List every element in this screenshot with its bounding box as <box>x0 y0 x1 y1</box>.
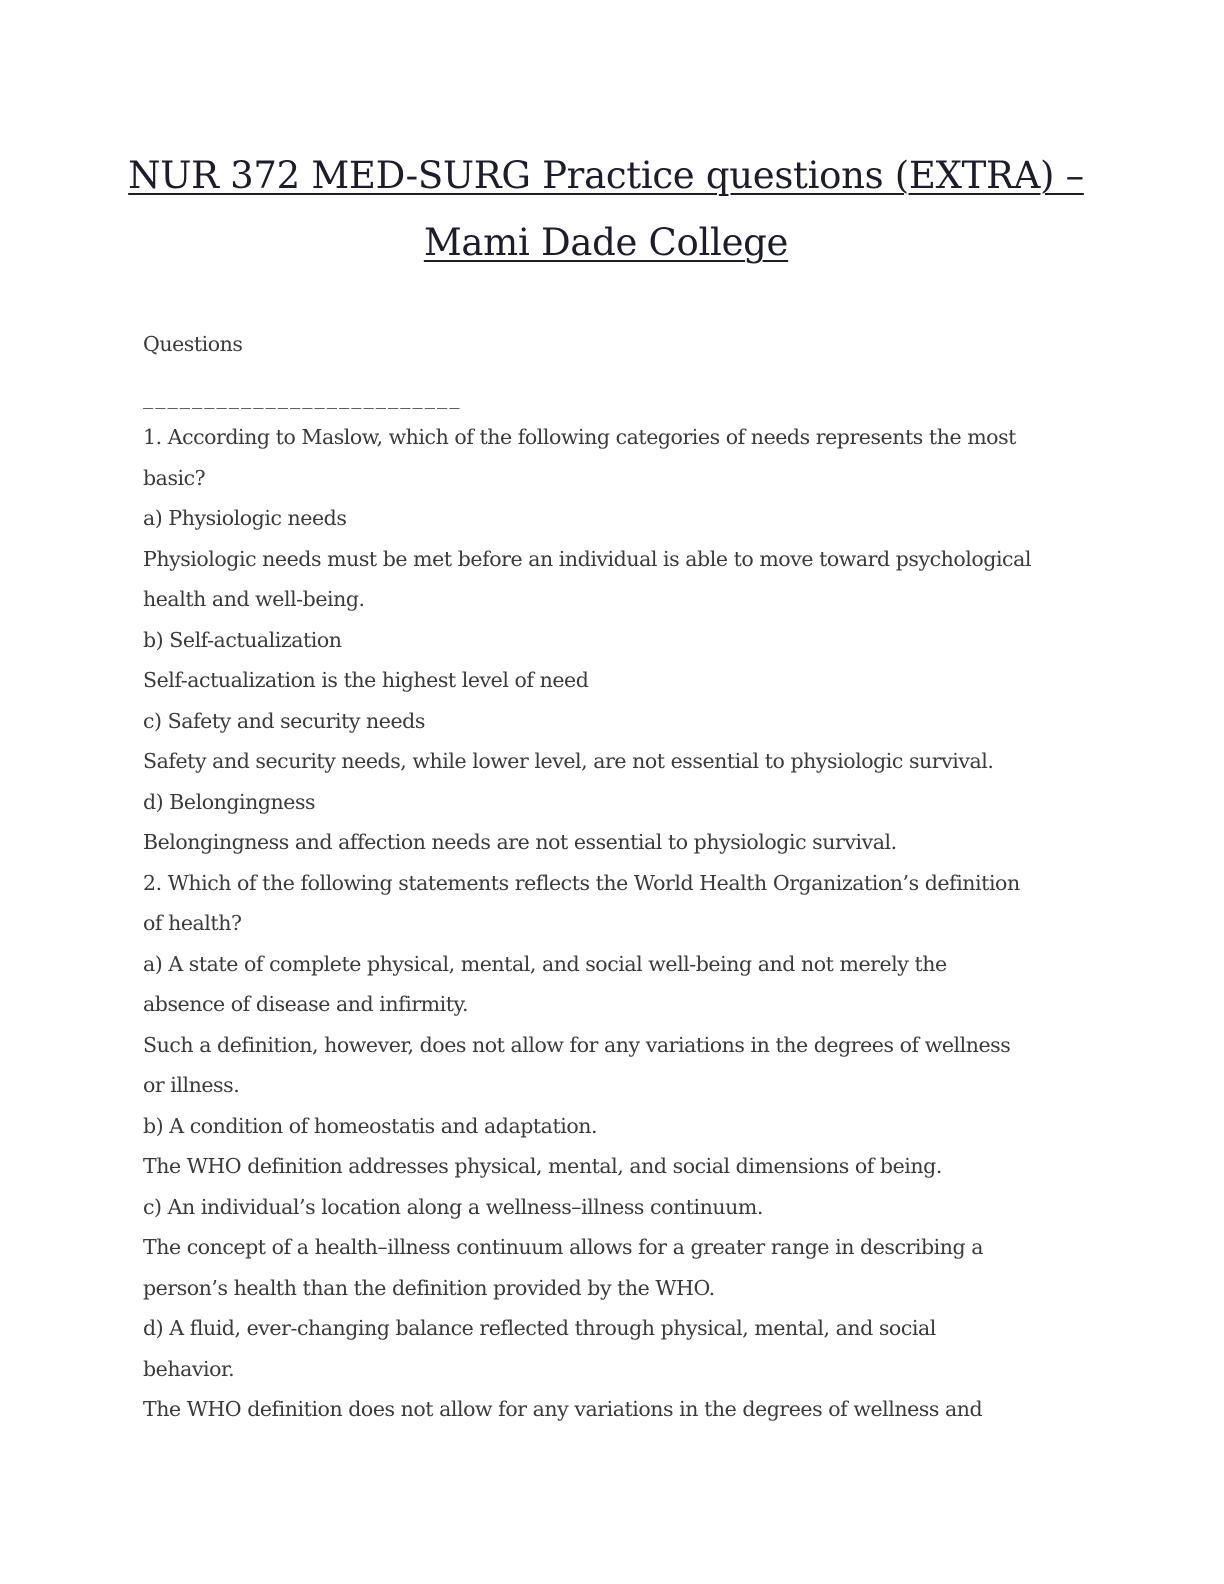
question-2-rationale-c-line-1: The concept of a health–illness continuum allows for a greater range in describing a <box>143 1235 984 1259</box>
question-2-stem-line-1: 2. Which of the following statements reflects the World Health Organization’s definition <box>143 870 1020 895</box>
divider-line: __________________________ <box>143 384 462 409</box>
title-line-2: Mami Dade College <box>423 221 789 264</box>
question-1-option-a: a) Physiologic needs <box>143 506 347 530</box>
question-2-rationale-a-line-2: or illness. <box>143 1073 240 1097</box>
question-1-rationale-d: Belongingness and affection needs are not essential to physiologic survival. <box>143 830 897 854</box>
question-2-option-d-line-1: d) A fluid, ever-changing balance reflected through physical, mental, and social <box>143 1316 936 1340</box>
question-2-rationale-a-line-1: Such a definition, however, does not allow for any variations in the degrees of wellness <box>143 1032 1011 1057</box>
question-1-rationale-c: Safety and security needs, while lower level, are not essential to physiologic survival. <box>143 749 994 773</box>
question-2-option-b: b) A condition of homeostatis and adaptation. <box>143 1113 598 1138</box>
document-title <box>100 142 1112 276</box>
question-1-stem-line-1: 1. According to Maslow, which of the following categories of needs represents the most <box>143 425 1016 449</box>
document-body <box>143 324 1083 1430</box>
question-2-option-a-line-1: a) A state of complete physical, mental, and social well-being and not merely the <box>143 951 947 976</box>
question-1-rationale-a-line-1: Physiologic needs must be met before an individual is able to move toward psychological <box>143 546 1031 571</box>
question-1-option-c: c) Safety and security needs <box>143 708 425 733</box>
question-2-option-c: c) An individual’s location along a wellness–illness continuum. <box>143 1194 763 1219</box>
question-1-rationale-a-line-2: health and well-being. <box>143 587 365 611</box>
question-2-rationale-d-line-1: The WHO definition does not allow for any variations in the degrees of wellness and <box>143 1397 983 1421</box>
section-heading: Questions <box>143 332 243 356</box>
question-2-option-a-line-2: absence of disease and infirmity. <box>143 992 469 1016</box>
question-2-option-d-line-2: behavior. <box>143 1356 235 1381</box>
question-1-option-b: b) Self-actualization <box>143 627 342 652</box>
question-1-rationale-b: Self-actualization is the highest level of need <box>143 668 589 692</box>
question-1-option-d: d) Belongingness <box>143 789 316 814</box>
question-2-rationale-c-line-2: person’s health than the definition provided by the WHO. <box>143 1275 715 1300</box>
question-1-stem-line-2: basic? <box>143 465 206 490</box>
title-line-1: NUR 372 MED-SURG Practice questions (EXTRA) – <box>128 154 1084 197</box>
question-2-rationale-b: The WHO definition addresses physical, mental, and social dimensions of being. <box>143 1154 942 1178</box>
question-2-stem-line-2: of health? <box>143 911 242 935</box>
